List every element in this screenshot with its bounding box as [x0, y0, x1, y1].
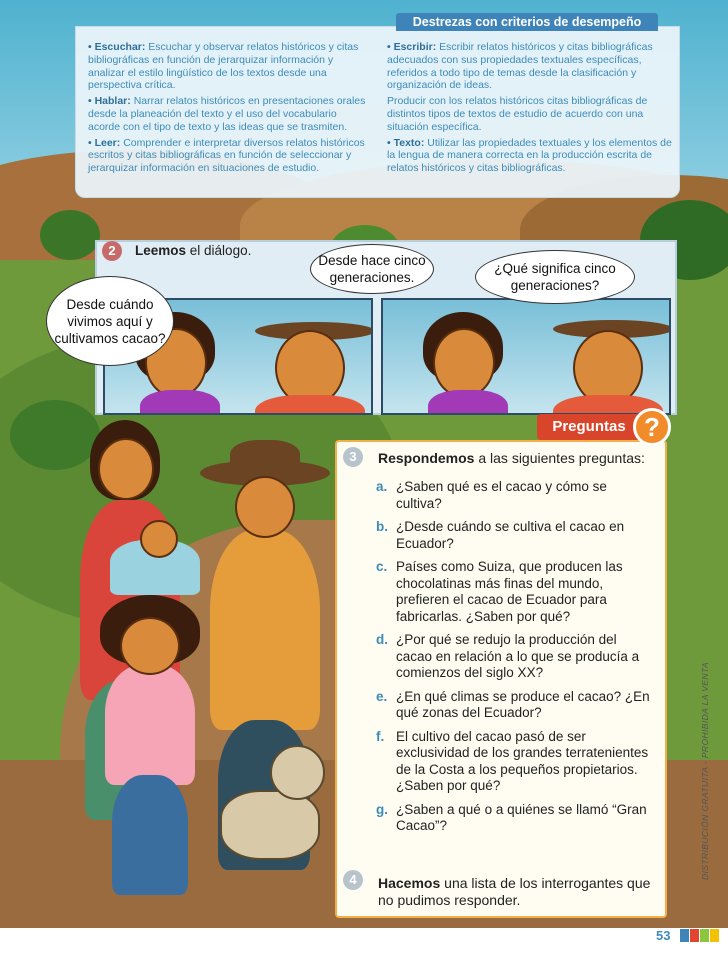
activity-3-instruction: Respondemos a las siguientes preguntas:	[378, 450, 645, 466]
skill-hablar: • Hablar: Narrar relatos históricos en presentaciones orales desde la planeación del texto y el uso del vocabulario acorde con el tipo de texto y las ideas que se trasmiten.	[88, 95, 366, 133]
baby-figure	[110, 520, 200, 600]
question-mark-icon: ?	[633, 408, 671, 446]
activity-number-badge: 2	[102, 241, 122, 261]
speech-bubble-child: Desde cuándo vivimos aquí y cultivamos cacao?	[46, 276, 174, 366]
competencies-box	[75, 26, 680, 198]
boy-figure	[90, 595, 210, 905]
question-item: f. El cultivo del cacao pasó de ser exclusividad de los grandes terratenientes de la Costa a los pequeños propietarios. ¿Saben por qué?	[376, 728, 649, 793]
skill-producir: Producir con los relatos históricos citas bibliográficas de distintos tipos de textos de estudio de acuerdo con una situación específica.	[387, 95, 648, 133]
questions-list	[376, 479, 656, 842]
skill-leer: • Leer: Comprender e interpretar diversos relatos históricos escritos y citas bibliográficas en función de seleccionar y jerarquizar información en situaciones de estudio.	[88, 136, 365, 175]
activity-4-instruction: Hacemos una lista de los interrogantes que no pudimos responder.	[378, 875, 651, 908]
activity-number-badge: 3	[343, 447, 363, 467]
skill-escribir: • Escribir: Escribir relatos históricos y citas bibliográficas adecuados con sus propiedades textuales específicas, referidos a todo tipo de temas desde la clasificación y organización de ideas.	[387, 41, 653, 92]
question-item: b. ¿Desde cuándo se cultiva el cacao en Ecuador?	[376, 519, 625, 551]
skill-escuchar: • Escuchar: Escuchar y observar relatos históricos y citas bibliográficas en función de jerarquizar información y analizar el estilo lingüístico de los textos desde una perspectiva crítica.	[88, 41, 359, 92]
competencies-right-column	[387, 41, 672, 178]
tree	[40, 210, 100, 260]
speech-bubble-child-question: ¿Qué significa cinco generaciones?	[475, 250, 635, 304]
preguntas-banner	[537, 414, 673, 442]
page-footer	[0, 928, 728, 971]
color-strip-green	[700, 929, 709, 942]
comic-panel-2	[381, 298, 671, 415]
activity-2-instruction: Leemos el diálogo.	[135, 243, 252, 258]
skill-texto: • Texto: Utilizar las propiedades textuales y los elementos de la lengua de manera correcta en la producción escrita de relatos históricos y citas bibliográficas.	[387, 136, 672, 175]
question-item: g. ¿Saben a qué o a quiénes se llamó “Gran Cacao”?	[376, 801, 647, 833]
activity-number-badge: 4	[343, 870, 363, 890]
color-strip-blue	[680, 929, 689, 942]
dog-figure	[210, 740, 330, 890]
competencies-left-column	[88, 41, 370, 178]
page-number: 53	[656, 928, 671, 943]
question-item: e. ¿En qué climas se produce el cacao? ¿En qué zonas del Ecuador?	[376, 688, 650, 720]
color-strip-red	[690, 929, 699, 942]
color-strip-yellow	[710, 929, 719, 942]
competencies-tab-title: Destrezas con criterios de desempeño	[396, 13, 658, 31]
speech-bubble-grandpa: Desde hace cinco generaciones.	[310, 244, 434, 294]
question-item: c. Países como Suiza, que producen las chocolatinas más finas del mundo, prefieren el cacao de Ecuador para fabricarlas. ¿Saben por qué?	[376, 559, 623, 624]
preguntas-label: Preguntas	[537, 414, 641, 440]
question-item: a. ¿Saben qué es el cacao y cómo se cultiva?	[376, 479, 607, 511]
question-item: d. ¿Por qué se redujo la producción del cacao en relación a lo que se producía a comienzos del siglo XX?	[376, 632, 640, 680]
distribution-notice: DISTRIBUCIÓN GRATUITA - PROHIBIDA LA VENTA	[700, 662, 710, 880]
